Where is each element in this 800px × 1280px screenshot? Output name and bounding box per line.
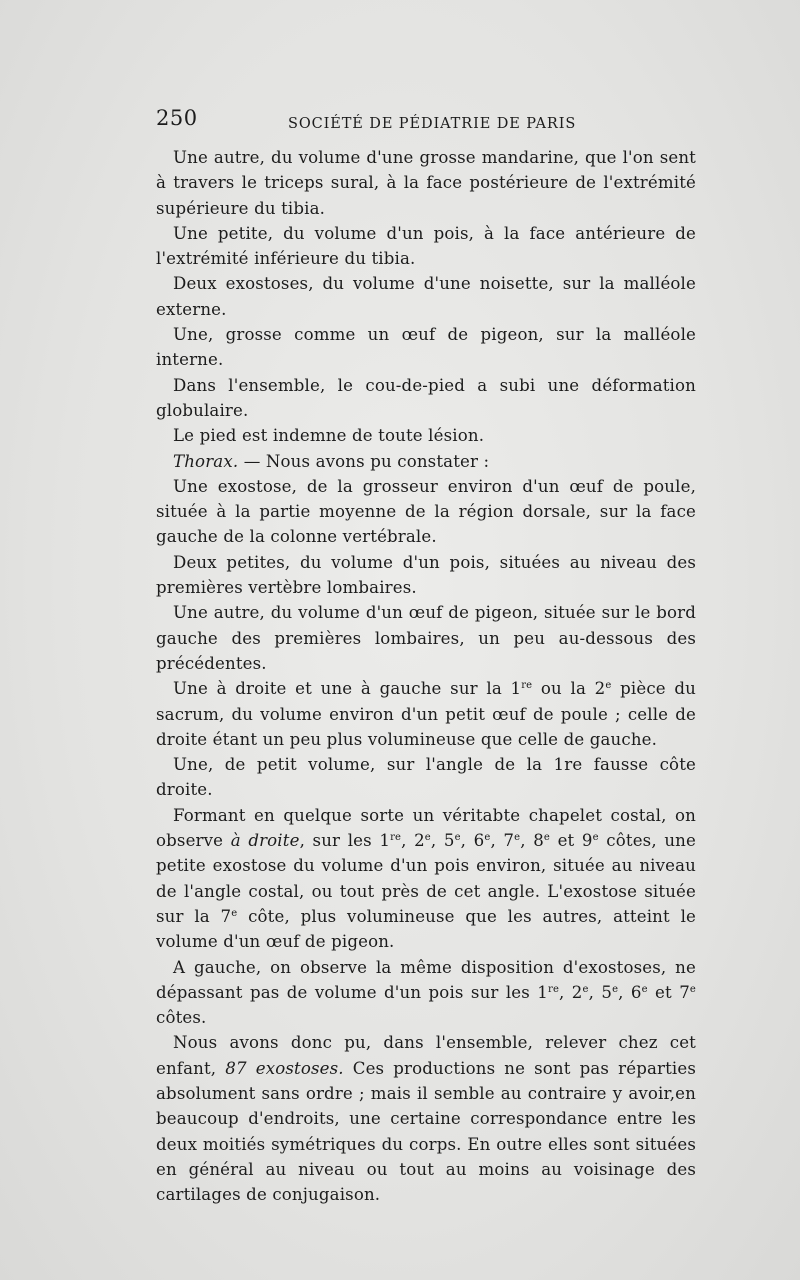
text-span: , 2: [401, 831, 425, 851]
paragraph: Deux petites, du volume d'un pois, situées au niveau des premières vertèbre lombaires.: [156, 552, 696, 598]
gauche-paragraph: [156, 955, 696, 1031]
superscript: e: [484, 832, 491, 844]
text-span: , 6: [618, 982, 642, 1002]
superscript: e: [514, 832, 521, 844]
text-span: Une à droite et une à gauche sur la: [173, 679, 511, 699]
superscript: re: [390, 832, 402, 844]
paragraph: Une autre, du volume d'une grosse mandarine, que l'on sent à travers le triceps sural, à la face postérieure de l'extrémité supérieure du tibia.: [156, 148, 696, 218]
superscript: e: [424, 832, 431, 844]
text-span: A gauche, on observe la même disposition d'exostoses, ne dépassant pas de volume d'un pois sur les 1: [156, 957, 696, 1002]
text-span: , 6: [460, 831, 485, 851]
paragraph: Une, grosse comme un œuf de pigeon, sur la malléole interne.: [156, 325, 696, 370]
text-span: ou la 2: [532, 679, 606, 699]
page-number: 250: [156, 106, 198, 130]
text-span: , 5: [430, 831, 455, 851]
text-span: , 2: [559, 982, 583, 1002]
paragraph: Dans l'ensemble, le cou-de-pied a subi une déformation globulaire.: [156, 375, 696, 420]
text-span: côte, plus volumineuse que les autres, atteint le volume d'un œuf de pigeon.: [156, 906, 696, 952]
superscript: e: [231, 907, 238, 919]
paragraph: Le pied est indemne de toute lésion.: [173, 426, 485, 446]
thorax-paragraph: [156, 449, 696, 474]
chapelet-paragraph: [156, 803, 696, 955]
running-title: SOCIÉTÉ DE PÉDIATRIE DE PARIS: [288, 116, 577, 132]
text-span: , 7: [490, 831, 515, 851]
paragraph: Une exostose, de la grosseur environ d'un œuf de poule, située à la partie moyenne de la région dorsale, sur la face gauche de la colonne vertébrale.: [156, 476, 696, 547]
superscript: e: [454, 832, 461, 844]
text-span: et 7: [647, 982, 690, 1002]
thorax-label: Thorax.: [173, 451, 239, 471]
text-span: Nous avons donc pu, dans l'ensemble, relever chez cet enfant,: [156, 1033, 696, 1078]
italic-span: à droite: [230, 831, 300, 851]
text-span: , sur les 1: [299, 831, 391, 851]
text-span: pièce du sacrum, du volume environ d'un petit œuf de poule ; celle de droite étant un peu plus volumineuse que celle de gauche.: [156, 679, 696, 749]
italic-span: 87 exostoses.: [225, 1058, 344, 1078]
text-span: , 5: [588, 982, 613, 1002]
superscript: e: [582, 983, 589, 995]
text-span: Ces productions ne sont pas réparties absolument sans ordre ; mais il semble au contraire y avoir,en beaucoup d'endroits, une certaine correspondance entre les deux moitiés symétriques du corps. En outre elles sont situées en général au niveau ou tout au moins au voisinage des cartilages de conjugaison.: [156, 1058, 697, 1205]
superscript: re: [548, 983, 560, 995]
superscript: re: [521, 680, 533, 692]
text-span: Formant en quelque sorte un véritabte chapelet costal, on observe: [156, 805, 696, 851]
text-span: , 8: [520, 831, 544, 851]
conclusion-paragraph: [156, 1030, 696, 1207]
superscript: e: [543, 832, 550, 844]
paragraph: Une, de petit volume, sur l'angle de la 1re fausse côte droite.: [156, 755, 696, 800]
body-text: [156, 145, 696, 1207]
paragraph: Une petite, du volume d'un pois, à la face antérieure de l'extrémité inférieure du tibia.: [156, 223, 696, 269]
paragraph: Deux exostoses, du volume d'une noisette, sur la malléole externe.: [156, 274, 696, 319]
sacrum-paragraph: Une à droite et une à gauche sur la 1re ou la 2e pièce du sacrum, du volume environ d'un petit œuf de poule ; celle de droite étant un peu plus volumineuse que celle de gauche.: [156, 679, 696, 749]
text-span: et 9: [550, 831, 593, 851]
thorax-text: — Nous avons pu constater :: [238, 451, 490, 471]
superscript: e: [605, 680, 612, 692]
text-span: côtes, une petite exostose du volume d'un pois environ, située au niveau de l'angle costal, ou tout près de cet angle. L'exostose située sur la 7: [156, 831, 696, 926]
page-header: [156, 106, 716, 136]
superscript: e: [612, 983, 619, 995]
superscript: e: [689, 983, 696, 995]
text-span: côtes.: [156, 1008, 207, 1028]
paragraph: Une autre, du volume d'un œuf de pigeon, située sur le bord gauche des premières lombaires, un peu au-dessous des précédentes.: [156, 603, 696, 673]
superscript: e: [641, 983, 648, 995]
superscript: e: [592, 832, 599, 844]
